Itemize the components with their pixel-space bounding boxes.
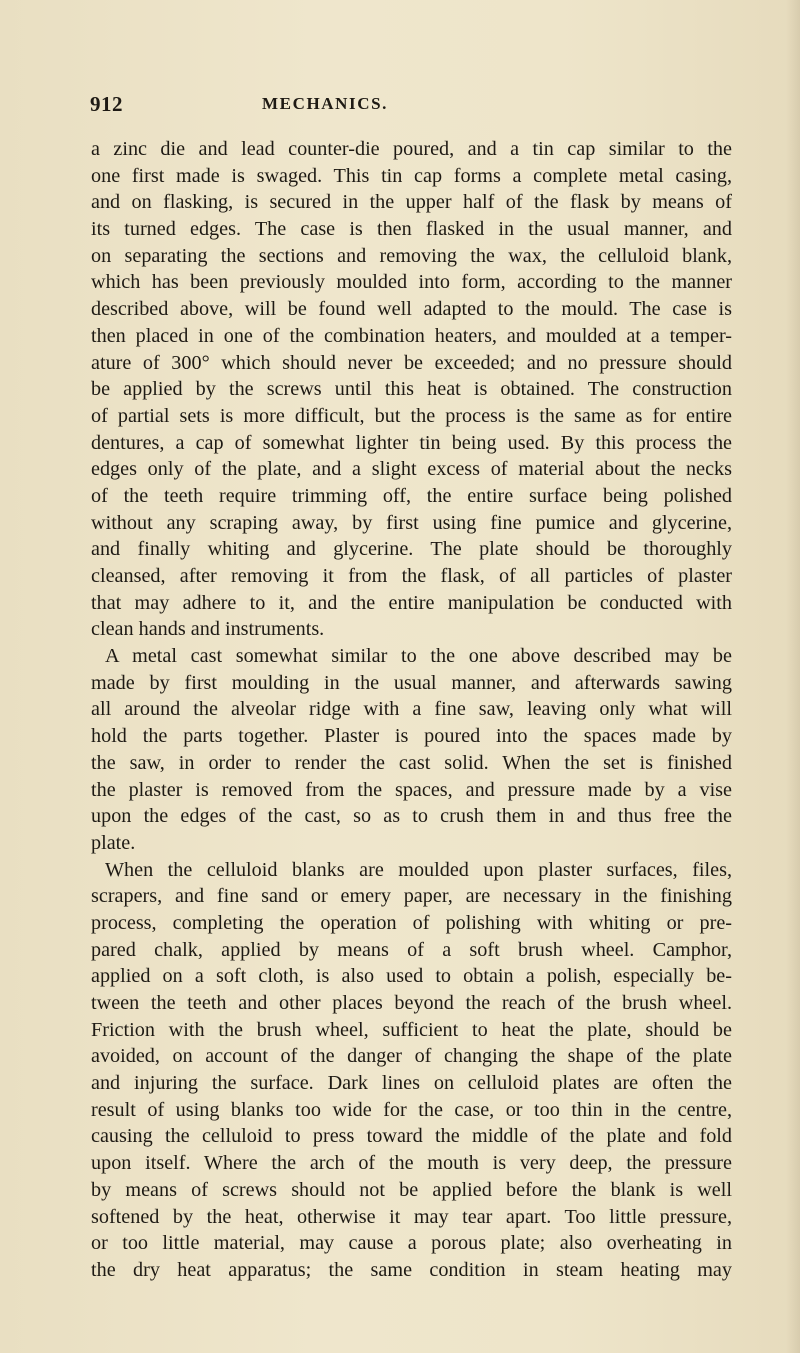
text-line: plate. xyxy=(91,831,136,854)
text-line: tween the teeth and other places beyond the reach of the brush wheel. xyxy=(91,992,732,1014)
text-line: all around the alveolar ridge with a fine saw, leaving only what will xyxy=(91,698,732,721)
text-line: and finally whiting and glycerine. The plate should be thoroughly xyxy=(91,538,732,561)
text-line: hold the parts together. Plaster is poured into the spaces made by xyxy=(91,725,732,748)
text-line: described above, will be found well adapted to the mould. The case is xyxy=(91,298,732,321)
text-line: process, completing the operation of polishing with whiting or pre- xyxy=(91,911,732,934)
text-line: its turned edges. The case is then flasked in the usual manner, and xyxy=(91,218,732,241)
text-line: softened by the heat, otherwise it may tear apart. Too little pressure, xyxy=(91,1205,732,1228)
text-line: scrapers, and fine sand or emery paper, are necessary in the finishing xyxy=(91,885,732,908)
paragraph xyxy=(91,643,732,857)
text-line: a zinc die and lead counter-die poured, and a tin cap similar to the xyxy=(91,138,732,160)
paragraph xyxy=(91,857,732,1284)
text-line: or too little material, may cause a porous plate; also overheating in xyxy=(91,1232,732,1255)
text-line: on separating the sections and removing the wax, the celluloid blank, xyxy=(91,244,732,267)
text-line: made by first moulding in the usual manner, and afterwards sawing xyxy=(91,671,732,694)
running-title: MECHANICS. xyxy=(262,94,389,113)
text-line: and injuring the surface. Dark lines on celluloid plates are often the xyxy=(91,1072,732,1095)
text-line: be applied by the screws until this heat is obtained. The construction xyxy=(91,378,732,401)
text-line: which has been previously moulded into form, according to the manner xyxy=(91,271,732,294)
text-line: dentures, a cap of somewhat lighter tin being used. By this process the xyxy=(91,431,732,454)
text-line: then placed in one of the combination heaters, and moulded at a temper- xyxy=(91,324,732,347)
text-line: of partial sets is more difficult, but the process is the same as for entire xyxy=(91,404,732,427)
body-text xyxy=(91,136,732,1284)
text-line: causing the celluloid to press toward the middle of the plate and fold xyxy=(91,1125,732,1148)
page-number: 912 xyxy=(90,92,123,116)
running-head xyxy=(90,92,730,122)
text-line: applied on a soft cloth, is also used to obtain a polish, especially be- xyxy=(91,965,732,988)
text-line: A metal cast somewhat similar to the one above described may be xyxy=(105,645,732,668)
text-line: the plaster is removed from the spaces, and pressure made by a vise xyxy=(91,778,732,801)
text-line: the saw, in order to render the cast solid. When the set is finished xyxy=(91,751,732,774)
text-line: upon itself. Where the arch of the mouth is very deep, the pressure xyxy=(91,1152,732,1175)
text-line: clean hands and instruments. xyxy=(91,618,325,641)
text-line: When the celluloid blanks are moulded upon plaster surfaces, files, xyxy=(105,858,732,881)
text-line: and on flasking, is secured in the upper half of the flask by means of xyxy=(91,191,732,214)
text-line: ature of 300° which should never be exceeded; and no pressure should xyxy=(91,351,732,374)
text-line: of the teeth require trimming off, the entire surface being polished xyxy=(91,484,732,507)
paragraph xyxy=(91,136,732,643)
text-line: cleansed, after removing it from the flask, of all particles of plaster xyxy=(91,565,732,587)
text-line: the dry heat apparatus; the same condition in steam heating may xyxy=(91,1258,732,1281)
text-line: one first made is swaged. This tin cap forms a complete metal casing, xyxy=(91,164,732,187)
text-line: Friction with the brush wheel, sufficient to heat the plate, should be xyxy=(91,1018,732,1041)
text-line: that may adhere to it, and the entire manipulation be conducted with xyxy=(91,591,732,614)
text-line: avoided, on account of the danger of changing the shape of the plate xyxy=(91,1045,732,1068)
page-edge-shadow xyxy=(786,0,800,1353)
text-line: edges only of the plate, and a slight excess of material about the necks xyxy=(91,458,732,481)
text-line: upon the edges of the cast, so as to crush them in and thus free the xyxy=(91,805,732,828)
text-line: result of using blanks too wide for the case, or too thin in the centre, xyxy=(91,1098,732,1121)
text-line: pared chalk, applied by means of a soft brush wheel. Camphor, xyxy=(91,938,732,961)
text-line: by means of screws should not be applied before the blank is well xyxy=(91,1178,732,1201)
text-line: without any scraping away, by first using fine pumice and glycerine, xyxy=(91,511,732,534)
